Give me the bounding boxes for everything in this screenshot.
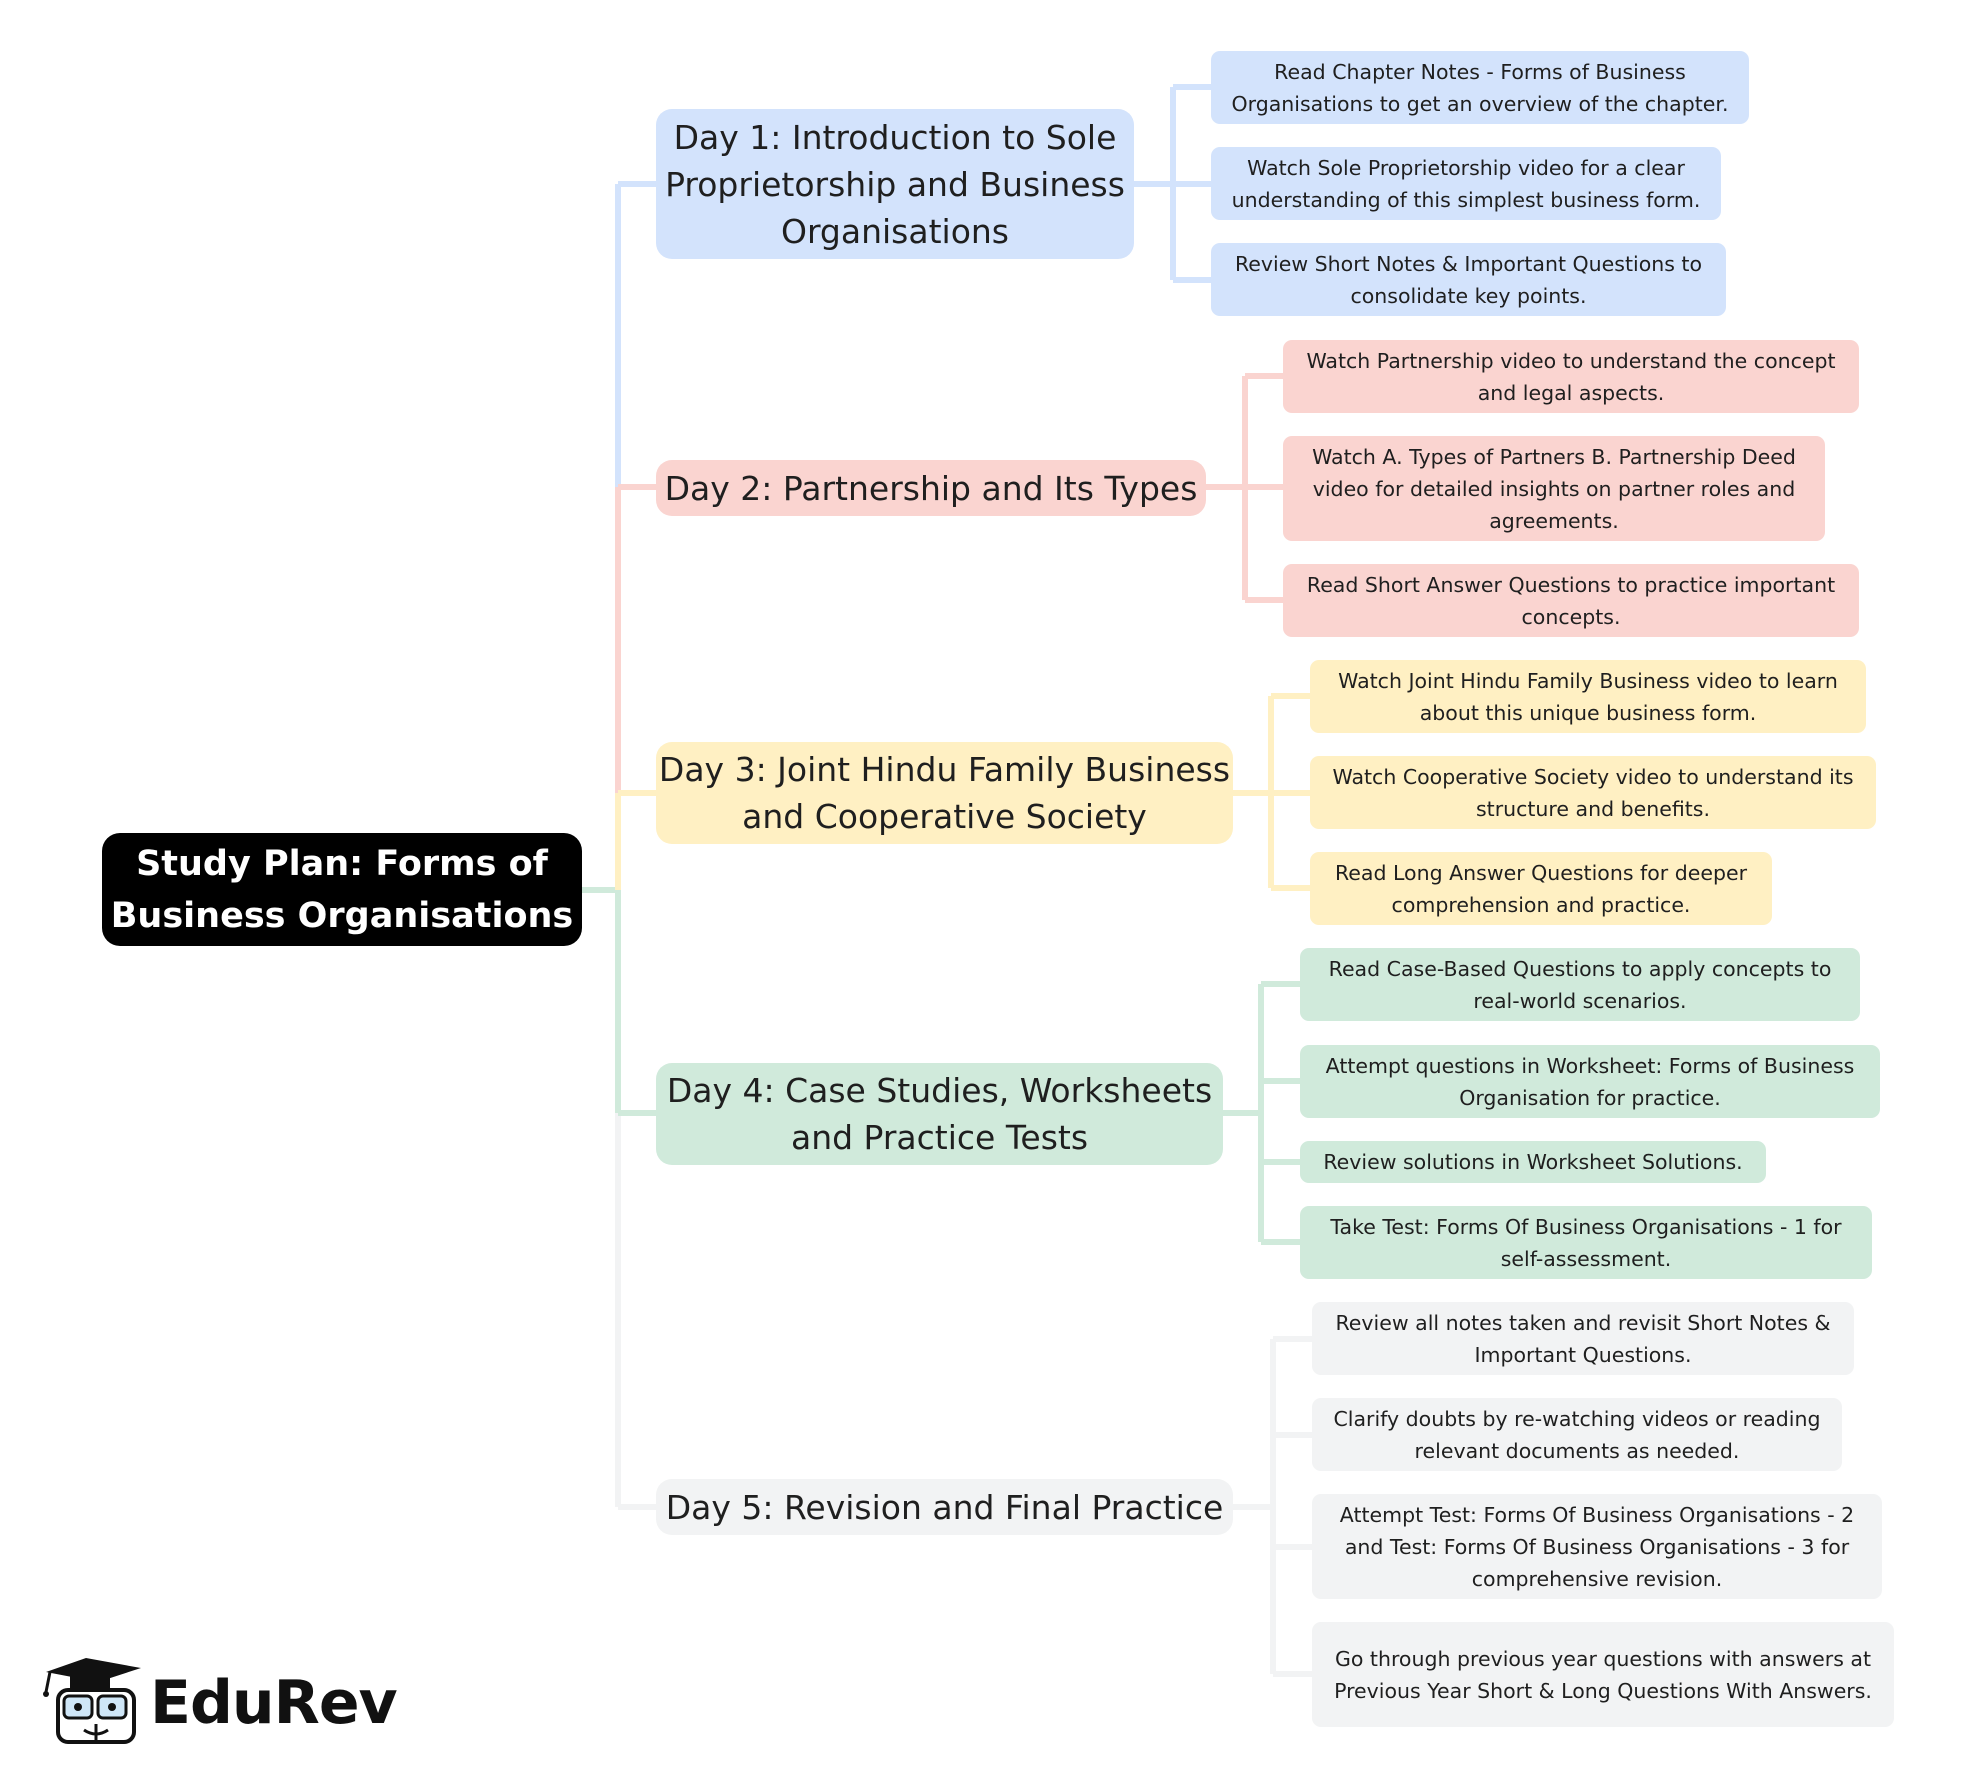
day-4-task-3 (1300, 1141, 1766, 1183)
day-5-task-1 (1312, 1302, 1854, 1375)
day-3-task-3 (1310, 852, 1772, 925)
task-text: Watch Joint Hindu Family Business video to learn about this unique business form. (1338, 668, 1838, 725)
task-text: Watch Partnership video to understand the concept and legal aspects. (1306, 348, 1836, 405)
task-text: Take Test: Forms Of Business Organisations - 1 for self-assessment. (1330, 1214, 1842, 1271)
root-label: Study Plan: Forms of Business Organisations (110, 843, 574, 936)
task-text: Read Case-Based Questions to apply concepts to real-world scenarios. (1328, 956, 1832, 1013)
task-text: Watch Sole Proprietorship video for a clear understanding of this simplest business form. (1231, 155, 1701, 212)
day-5-label: Day 5: Revision and Final Practice (665, 1487, 1224, 1527)
day-2-task-3 (1283, 564, 1859, 637)
day-4-node (656, 1063, 1223, 1165)
edurev-logo-text: EduRev (150, 1668, 397, 1738)
day-2-task-2 (1283, 436, 1825, 541)
task-text: Attempt questions in Worksheet: Forms of Business Organisation for practice. (1325, 1053, 1855, 1110)
day-5-task-2 (1312, 1398, 1842, 1471)
day-1-task-3 (1211, 243, 1726, 316)
task-text: Read Chapter Notes - Forms of Business Organisations to get an overview of the chapter. (1231, 59, 1729, 116)
task-text: Read Short Answer Questions to practice important concepts. (1306, 572, 1836, 629)
day-3-task-1 (1310, 660, 1866, 733)
root-node (102, 833, 582, 946)
day-3-node (656, 742, 1233, 844)
day-1-task-1 (1211, 51, 1749, 124)
task-text: Review Short Notes & Important Questions to consolidate key points. (1234, 251, 1703, 308)
task-text: Go through previous year questions with answers at Previous Year Short & Long Questions With Answers. (1334, 1646, 1872, 1703)
day-1-label: Day 1: Introduction to Sole Proprietorship and Business Organisations (665, 117, 1125, 251)
task-text: Attempt Test: Forms Of Business Organisations - 2 and Test: Forms Of Business Organisations - 3 for comprehensive revision. (1339, 1502, 1855, 1591)
day-3-task-2 (1310, 756, 1876, 829)
day-5-task-3 (1312, 1494, 1882, 1599)
task-text: Review solutions in Worksheet Solutions. (1323, 1150, 1743, 1174)
day-5-task-4 (1312, 1622, 1894, 1727)
day-1-node (656, 109, 1134, 259)
day-2-label: Day 2: Partnership and Its Types (664, 468, 1198, 508)
task-text: Read Long Answer Questions for deeper comprehension and practice. (1334, 860, 1748, 917)
day-5-node (656, 1479, 1233, 1535)
day-3-label: Day 3: Joint Hindu Family Business and Cooperative Society (658, 750, 1231, 836)
task-text: Watch A. Types of Partners B. Partnership Deed video for detailed insights on partner roles and agreements. (1312, 444, 1796, 533)
day-1-task-2 (1211, 147, 1721, 220)
day-2-node (656, 460, 1206, 516)
day-4-task-4 (1300, 1206, 1872, 1279)
task-text: Clarify doubts by re-watching videos or reading relevant documents as needed. (1333, 1406, 1821, 1463)
day-4-task-2 (1300, 1045, 1880, 1118)
task-text: Review all notes taken and revisit Short Notes & Important Questions. (1335, 1310, 1831, 1367)
day-4-label: Day 4: Case Studies, Worksheets and Practice Tests (666, 1071, 1213, 1157)
task-text: Watch Cooperative Society video to understand its structure and benefits. (1332, 764, 1854, 821)
day-2-task-1 (1283, 340, 1859, 413)
day-4-task-1 (1300, 948, 1860, 1021)
